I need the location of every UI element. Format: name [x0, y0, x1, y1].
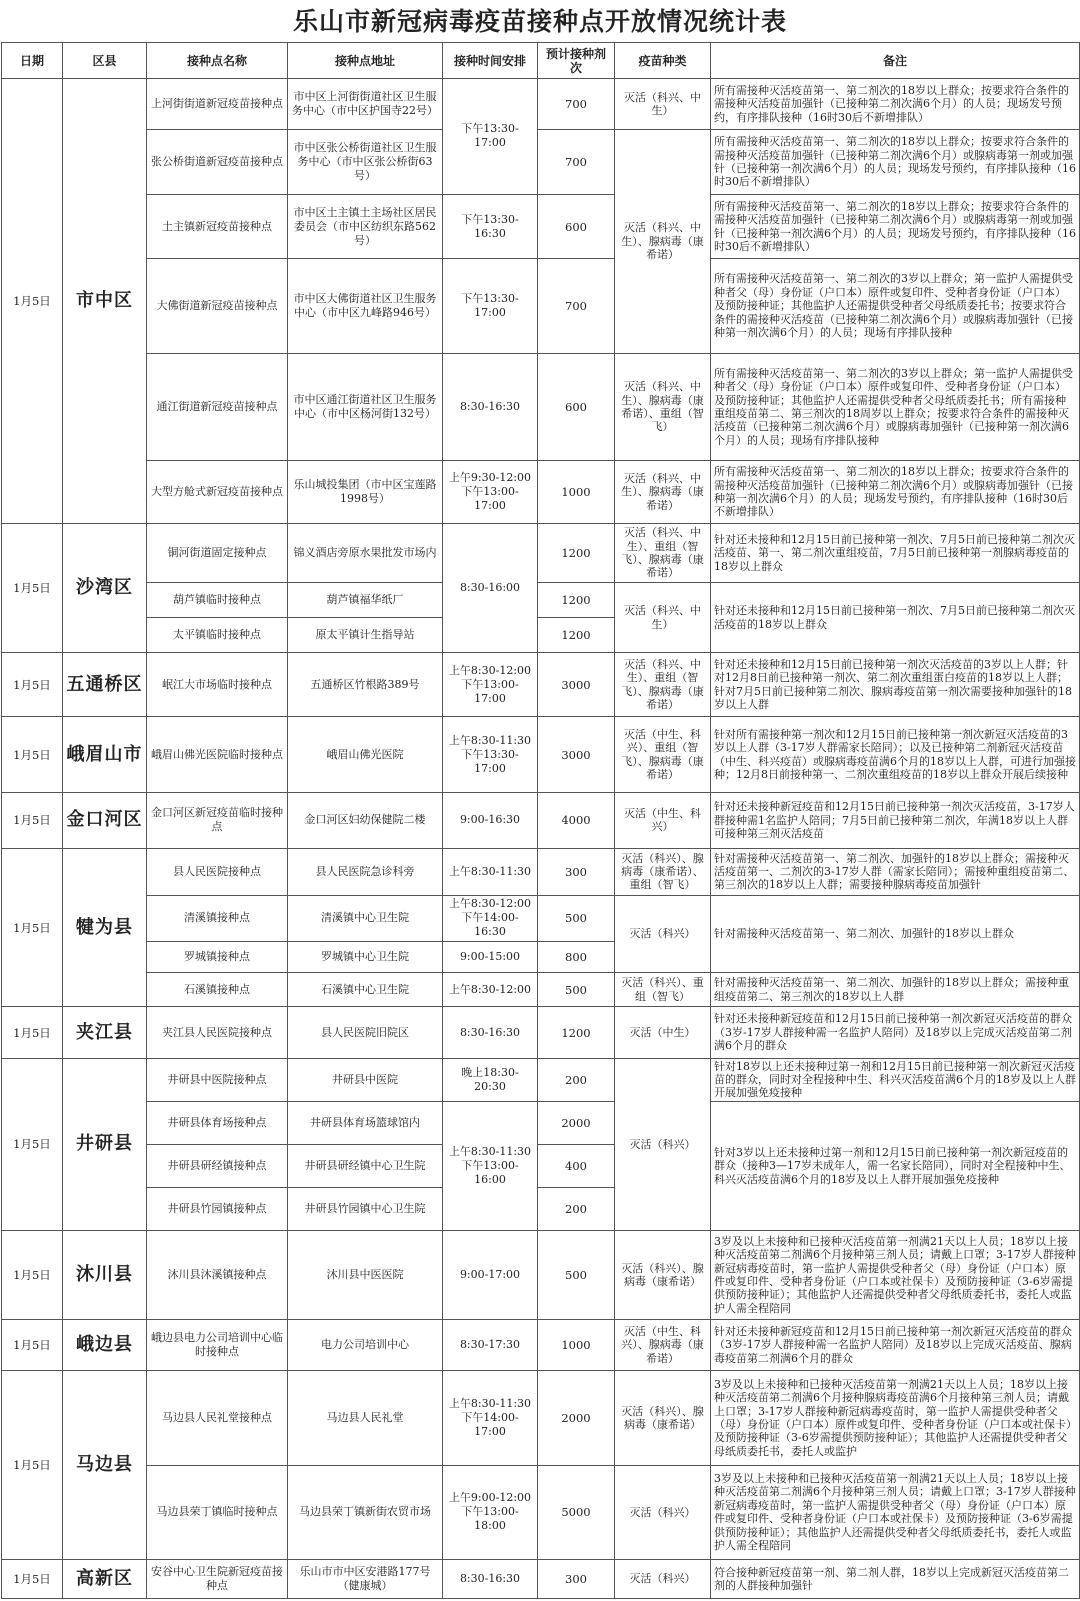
site-address-cell: 锦义酒店旁原水果批发市场内 — [288, 523, 443, 582]
site-address-cell: 井研县体育场篮球馆内 — [288, 1101, 443, 1144]
table-row — [2, 194, 1080, 259]
doses-cell: 500 — [538, 1230, 615, 1319]
time-cell: 上午8:30-11:30 — [443, 848, 538, 895]
vaccine-type-cell: 灭活（科兴） — [615, 1058, 711, 1230]
table-row — [2, 972, 1080, 1007]
table-row — [2, 793, 1080, 848]
header-time: 接种时间安排 — [443, 43, 538, 79]
notes-cell: 针对3岁以上还未接种过第一剂和12月15日前已接种第一剂次新冠疫苗的群众（接种3—17岁未成年人，需一名家长陪同），同时对全程接种中生、科兴灭活疫苗满6个月的18岁及以上人群开展加强免疫接种 — [711, 1101, 1080, 1230]
notes-cell: 针对所有需接种第一剂次和12月15日前已接种第一剂次新冠灭活疫苗的3岁以上人群（3-17岁人群需家长陪同）；以及已接种第二剂新冠灭活疫苗（中生、科兴疫苗）或腺病毒疫苗满6个月的18岁以上人群，可进行加强接种；12月8日前接种第一、二剂次重组疫苗的18岁以上群众开展后续接种 — [711, 717, 1080, 793]
notes-cell: 针对需接种灭活疫苗第一、第二剂次、加强针的18岁以上群众；需接种灭活疫苗第一、二剂次的3-17岁人群（需家长陪同）；需接种重组疫苗第二、第三剂次的18岁以上人群；需要接种腺病毒疫苗加强针 — [711, 848, 1080, 895]
site-name-cell: 土主镇新冠疫苗接种点 — [147, 194, 288, 259]
doses-cell: 700 — [538, 130, 615, 195]
site-name-cell: 马边县人民礼堂接种点 — [147, 1371, 288, 1465]
table-row — [2, 848, 1080, 895]
time-cell: 下午13:30-17:00 — [443, 259, 538, 353]
time-cell: 上午8:30-12:00 下午14:00-16:30 — [443, 895, 538, 941]
vaccine-type-cell: 灭活（科兴） — [615, 1559, 711, 1598]
notes-cell: 针对还未接种新冠疫苗和12月15日前已接种第一剂次新冠灭活疫苗的群众（3岁-17岁人群接种需一名监护人陪同）及18岁以上完成灭活疫苗第二剂满6个月的群众 — [711, 1007, 1080, 1058]
time-cell: 上午8:30-11:30 下午14:00-17:00 — [443, 1371, 538, 1465]
district-cell: 沙湾区 — [63, 523, 147, 652]
site-name-cell: 井研县研经镇接种点 — [147, 1144, 288, 1187]
time-cell: 8:30-16:00 — [443, 523, 538, 652]
doses-cell: 800 — [538, 941, 615, 972]
site-address-cell: 市中区张公桥街道社区卫生服务中心（市中区张公桥街63号） — [288, 130, 443, 195]
date-cell: 1月5日 — [2, 1371, 63, 1560]
notes-cell: 针对18岁以上还未接种过第一剂和12月15日前已接种第一剂次新冠灭活疫苗的群众，同时对全程接种中生、科兴灭活疫苗满6个月的18岁及以上人群开展加强免疫接种 — [711, 1058, 1080, 1101]
date-cell: 1月5日 — [2, 1058, 63, 1230]
site-name-cell: 沐川县沐溪镇接种点 — [147, 1230, 288, 1319]
table-row — [2, 1371, 1080, 1465]
table-row — [2, 461, 1080, 524]
table-row — [2, 1320, 1080, 1371]
district-cell: 五通桥区 — [63, 652, 147, 717]
doses-cell: 4000 — [538, 793, 615, 848]
notes-cell: 所有需接种灭活疫苗第一、第二剂次的3岁以上群众；第一监护人需提供受种者父（母）身份证（户口本）原件或复印件、受种者身份证（户口本）及预防接种证；其他监护人还需提供受种者父母纸质委托书；所有需接种重组疫苗第二、第三剂次的18周岁以上群众；按要求符合条件的需接种灭活疫苗（已接种第二剂次满6个月）或腺病毒加强针（已接种第一剂次满6个月）的人员；现场有序排队接种 — [711, 353, 1080, 461]
site-address-cell: 县人民医院急诊科旁 — [288, 848, 443, 895]
site-address-cell: 沐川县中医医院 — [288, 1230, 443, 1319]
site-name-cell: 夹江县人民医院接种点 — [147, 1007, 288, 1058]
vaccine-type-cell: 灭活（科兴）、腺病毒（康希诺）、重组（智飞） — [615, 848, 711, 895]
time-cell: 上午8:30-11:30 下午13:00-16:00 — [443, 1101, 538, 1230]
doses-cell: 1200 — [538, 523, 615, 582]
site-name-cell: 峨眉山佛光医院临时接种点 — [147, 717, 288, 793]
doses-cell: 1000 — [538, 1320, 615, 1371]
site-name-cell: 铜河街道固定接种点 — [147, 523, 288, 582]
vaccine-type-cell: 灭活（科兴、中生） — [615, 583, 711, 653]
site-address-cell: 电力公司培训中心 — [288, 1320, 443, 1371]
table-row — [2, 895, 1080, 941]
site-name-cell: 太平镇临时接种点 — [147, 618, 288, 653]
table-row — [2, 353, 1080, 461]
date-cell: 1月5日 — [2, 1230, 63, 1319]
vaccine-type-cell: 灭活（科兴）、腺病毒（康希诺） — [615, 1371, 711, 1465]
header-site-address: 接种点地址 — [288, 43, 443, 79]
vaccine-type-cell: 灭活（科兴、中生）、重组（智飞）、腺病毒（康希诺） — [615, 523, 711, 582]
time-cell: 上午9:00-12:00 下午13:00-18:00 — [443, 1465, 538, 1559]
notes-cell: 3岁及以上未接种和已接种灭活疫苗第一剂满21天以上人员；18岁以上接种灭活疫苗第二剂满6个月接种第三剂人员；请戴上口罩；3-17岁人群接种新冠病毒疫苗时，第一监护人需提供受种者父（母）身份证（户口本）原件或复印件、受种者身份证（户口本或社保卡）及预防接种证（3-6岁需提供预防接种证）；其他监护人还需提供受种者父母纸质委托书，委托人或监护人需全程陪同 — [711, 1230, 1080, 1319]
table-row — [2, 259, 1080, 353]
vaccine-type-cell: 灭活（中生、科兴） — [615, 793, 711, 848]
site-address-cell: 市中区通江街道社区卫生服务中心（市中区杨河街132号） — [288, 353, 443, 461]
district-cell: 峨眉山市 — [63, 717, 147, 793]
vaccine-type-cell: 灭活（科兴、中生）、腺病毒（康希诺） — [615, 461, 711, 524]
date-cell: 1月5日 — [2, 793, 63, 848]
time-cell: 上午9:30-12:00 下午13:00-17:00 — [443, 461, 538, 524]
doses-cell: 2000 — [538, 1371, 615, 1465]
vaccine-type-cell: 灭活（中生、科兴）、重组（智飞）、腺病毒（康希诺） — [615, 717, 711, 793]
site-address-cell: 县人民医院旧院区 — [288, 1007, 443, 1058]
doses-cell: 3000 — [538, 717, 615, 793]
doses-cell: 3000 — [538, 652, 615, 717]
table-row — [2, 1559, 1080, 1598]
site-name-cell: 罗城镇接种点 — [147, 941, 288, 972]
date-cell: 1月5日 — [2, 1320, 63, 1371]
site-name-cell: 峨边县电力公司培训中心临时接种点 — [147, 1320, 288, 1371]
site-name-cell: 葫芦镇临时接种点 — [147, 583, 288, 618]
site-address-cell: 马边县荣丁镇新街农贸市场 — [288, 1465, 443, 1559]
header-row — [2, 43, 1080, 79]
table-row — [2, 523, 1080, 582]
district-cell: 夹江县 — [63, 1007, 147, 1058]
notes-cell: 针对还未接种新冠疫苗和12月15日前已接种第一剂次灭活疫苗，3-17岁人群接种需1名监护人陪同；7月5日前已接种第二剂次，年满18岁以上人群可接种第三剂灭活疫苗 — [711, 793, 1080, 848]
vaccination-table — [1, 42, 1080, 1599]
table-row — [2, 1101, 1080, 1144]
vaccine-type-cell: 灭活（科兴、中生） — [615, 79, 711, 130]
site-address-cell: 罗城镇中心卫生院 — [288, 941, 443, 972]
time-cell: 9:00-15:00 — [443, 941, 538, 972]
date-cell: 1月5日 — [2, 652, 63, 717]
doses-cell: 1200 — [538, 583, 615, 618]
site-name-cell: 通江街道新冠疫苗接种点 — [147, 353, 288, 461]
time-cell: 8:30-16:30 — [443, 1007, 538, 1058]
time-cell: 9:00-17:00 — [443, 1230, 538, 1319]
time-cell: 8:30-17:30 — [443, 1320, 538, 1371]
notes-cell: 针对需接种灭活疫苗第一、第二剂次、加强针的18岁以上群众 — [711, 895, 1080, 972]
site-name-cell: 岷江大市场临时接种点 — [147, 652, 288, 717]
date-cell: 1月5日 — [2, 1007, 63, 1058]
date-cell: 1月5日 — [2, 79, 63, 524]
notes-cell: 符合接种新冠疫苗第一剂、第二剂人群，18岁以上完成新冠灭活疫苗第二剂的人群接种加强针 — [711, 1559, 1080, 1598]
doses-cell: 300 — [538, 848, 615, 895]
notes-cell: 针对还未接种新冠疫苗和12月15日前已接种第一剂次新冠灭活疫苗的群众（3岁-17岁人群接种需一名监护人陪同）及18岁以上完成灭活疫苗、腺病毒疫苗第二剂满6个月的群众 — [711, 1320, 1080, 1371]
time-cell: 上午8:30-12:00 下午13:00-17:00 — [443, 652, 538, 717]
date-cell: 1月5日 — [2, 848, 63, 1007]
district-cell: 峨边县 — [63, 1320, 147, 1371]
doses-cell: 1200 — [538, 618, 615, 653]
table-row — [2, 130, 1080, 195]
site-address-cell: 石溪镇中心卫生院 — [288, 972, 443, 1007]
site-address-cell: 马边县人民礼堂 — [288, 1371, 443, 1465]
site-name-cell: 安谷中心卫生院新冠疫苗接种点 — [147, 1559, 288, 1598]
district-cell: 沐川县 — [63, 1230, 147, 1319]
vaccine-type-cell: 灭活（中生） — [615, 1007, 711, 1058]
header-date: 日期 — [2, 43, 63, 79]
time-cell: 9:00-16:30 — [443, 793, 538, 848]
doses-cell: 200 — [538, 1187, 615, 1230]
time-cell: 上午8:30-12:00 — [443, 972, 538, 1007]
site-address-cell: 井研县竹园镇中心卫生院 — [288, 1187, 443, 1230]
site-address-cell: 峨眉山佛光医院 — [288, 717, 443, 793]
table-row — [2, 1465, 1080, 1559]
vaccine-type-cell: 灭活（科兴） — [615, 895, 711, 972]
header-doses: 预计接种剂次 — [538, 43, 615, 79]
site-address-cell: 井研县研经镇中心卫生院 — [288, 1144, 443, 1187]
doses-cell: 300 — [538, 1559, 615, 1598]
table-row — [2, 1007, 1080, 1058]
vaccine-type-cell: 灭活（科兴）、腺病毒（康希诺） — [615, 1230, 711, 1319]
doses-cell: 600 — [538, 353, 615, 461]
vaccine-type-cell: 灭活（科兴、中生）、腺病毒（康希诺）、重组（智飞） — [615, 353, 711, 461]
doses-cell: 500 — [538, 972, 615, 1007]
time-cell: 上午8:30-11:30 下午13:30-17:00 — [443, 717, 538, 793]
notes-cell: 所有需接种灭活疫苗第一、第二剂次的18岁以上群众；按要求符合条件的需接种灭活疫苗加强针（已接种第二剂次满6个月）或腺病毒第一剂或加强针（已接种第一剂次满6个月）的人员；现场发号预约，有序排队接种（16时30后不新增排队） — [711, 194, 1080, 259]
time-cell: 晚上18:30-20:30 — [443, 1058, 538, 1101]
table-row — [2, 1058, 1080, 1101]
date-cell: 1月5日 — [2, 1559, 63, 1598]
notes-cell: 所有需接种灭活疫苗第一、第二剂次的3岁以上群众；第一监护人需提供受种者父（母）身份证（户口本）原件或复印件、受种者身份证（户口本）及预防接种证；其他监护人还需提供受种者父母纸质委托书；按要求符合条件的需接种灭活疫苗（已接种第二剂次满6个月）或腺病毒加强针（已接种第一剂次满6个月）的人员；现场有序排队接种 — [711, 259, 1080, 353]
district-cell: 犍为县 — [63, 848, 147, 1007]
date-cell: 1月5日 — [2, 717, 63, 793]
header-district: 区县 — [63, 43, 147, 79]
district-cell: 高新区 — [63, 1559, 147, 1598]
time-cell: 下午13:30-17:00 — [443, 79, 538, 195]
header-site-name: 接种点名称 — [147, 43, 288, 79]
doses-cell: 600 — [538, 194, 615, 259]
site-address-cell: 市中区土主镇土主场社区居民委员会（市中区纺织东路562号） — [288, 194, 443, 259]
table-row — [2, 1230, 1080, 1319]
notes-cell: 针对需接种灭活疫苗第一、第二剂次、加强针的18岁以上群众；需接种重组疫苗第二、第三剂次的18岁以上人群 — [711, 972, 1080, 1007]
site-address-cell: 市中区上河街街道社区卫生服务中心（市中区护国寺22号） — [288, 79, 443, 130]
table-row — [2, 583, 1080, 618]
time-cell: 下午13:30-16:30 — [443, 194, 538, 259]
doses-cell: 5000 — [538, 1465, 615, 1559]
district-cell: 马边县 — [63, 1371, 147, 1560]
district-cell: 金口河区 — [63, 793, 147, 848]
table-row — [2, 79, 1080, 130]
site-name-cell: 大佛街道新冠疫苗接种点 — [147, 259, 288, 353]
site-name-cell: 县人民医院接种点 — [147, 848, 288, 895]
doses-cell: 500 — [538, 895, 615, 941]
vaccine-type-cell: 灭活（科兴）、重组（智飞） — [615, 972, 711, 1007]
table-row — [2, 652, 1080, 717]
district-cell: 市中区 — [63, 79, 147, 524]
doses-cell: 400 — [538, 1144, 615, 1187]
page-title: 乐山市新冠病毒疫苗接种点开放情况统计表 — [292, 7, 787, 36]
site-name-cell: 井研县中医院接种点 — [147, 1058, 288, 1101]
vaccine-type-cell: 灭活（科兴、中生）、腺病毒（康希诺） — [615, 130, 711, 353]
header-vaccine-type: 疫苗种类 — [615, 43, 711, 79]
site-address-cell: 葫芦镇福华纸厂 — [288, 583, 443, 618]
time-cell: 8:30-16:30 — [443, 1559, 538, 1598]
site-name-cell: 张公桥街道新冠疫苗接种点 — [147, 130, 288, 195]
site-address-cell: 五通桥区竹根路389号 — [288, 652, 443, 717]
doses-cell: 1200 — [538, 1007, 615, 1058]
site-address-cell: 原太平镇计生指导站 — [288, 618, 443, 653]
doses-cell: 1000 — [538, 461, 615, 524]
doses-cell: 200 — [538, 1058, 615, 1101]
site-address-cell: 乐山市市中区安港路177号（健康城） — [288, 1559, 443, 1598]
notes-cell: 针对还未接种和12月15日前已接种第一剂次灭活疫苗的3岁以上人群；针对12月8日前已接种第一剂次、第二剂次重组蛋白疫苗的18岁以上人群；针对7月5日前已接种第二剂次、腺病毒疫苗第一剂次需要接种加强针的18岁以上人群 — [711, 652, 1080, 717]
vaccine-type-cell: 灭活（科兴、中生）、重组（智飞）、腺病毒（康希诺） — [615, 652, 711, 717]
notes-cell: 所有需接种灭活疫苗第一、第二剂次的18岁以上群众；按要求符合条件的需接种灭活疫苗加强针（已接种第二剂次满6个月）的人员；现场发号预约，有序排队接种（16时30后不新增排队） — [711, 79, 1080, 130]
doses-cell: 700 — [538, 79, 615, 130]
site-address-cell: 井研县中医院 — [288, 1058, 443, 1101]
vaccine-type-cell: 灭活（科兴） — [615, 1465, 711, 1559]
header-notes: 备注 — [711, 43, 1080, 79]
site-address-cell: 市中区大佛街道社区卫生服务中心（市中区九峰路946号） — [288, 259, 443, 353]
doses-cell: 700 — [538, 259, 615, 353]
notes-cell: 3岁及以上未接种和已接种灭活疫苗第一剂满21天以上人员；18岁以上接种灭活疫苗第二剂满6个月接种腺病毒疫苗满6个月接种第三剂人员；请戴上口罩；3-17岁人群接种新冠病毒疫苗时，第一监护人需提供受种者父（母）身份证（户口本）原件或复印件、受种者身份证（户口本或社保卡）及预防接种证（3-6岁需提供预防接种证）；其他监护人还需提供受种者父母纸质委托书，委托人或监护 — [711, 1371, 1080, 1465]
table-row — [2, 717, 1080, 793]
site-name-cell: 大型方舱式新冠疫苗接种点 — [147, 461, 288, 524]
site-name-cell: 石溪镇接种点 — [147, 972, 288, 1007]
site-address-cell: 清溪镇中心卫生院 — [288, 895, 443, 941]
doses-cell: 2000 — [538, 1101, 615, 1144]
time-cell: 8:30-16:30 — [443, 353, 538, 461]
notes-cell: 针对还未接种和12月15日前已接种第一剂次、7月5日前已接种第二剂次灭活疫苗的18岁以上群众 — [711, 583, 1080, 653]
notes-cell: 所有需接种灭活疫苗第一、第二剂次的18岁以上群众；按要求符合条件的需接种灭活疫苗加强针（已接种第二剂次满6个月）或腺病毒第一剂或加强针（已接种第一剂次满6个月）的人员；现场发号预约，有序排队接种（16时30后不新增排队） — [711, 130, 1080, 195]
site-address-cell: 金口河区妇幼保健院二楼 — [288, 793, 443, 848]
notes-cell: 所有需接种灭活疫苗第一、第二剂次的18岁以上群众；按要求符合条件的需接种灭活疫苗加强针（已接种第二剂次满6个月）或腺病毒加强针（已接种第一剂次满6个月）的人员；现场发号预约，有序排队接种（16时30后不新增排队） — [711, 461, 1080, 524]
notes-cell: 3岁及以上未接种和已接种灭活疫苗第一剂满21天以上人员；18岁以上接种灭活疫苗第二剂满6个月接种第三剂人员；请戴上口罩；3-17岁人群接种新冠病毒疫苗时，第一监护人需提供受种者父（母）身份证（户口本）原件或复印件、受种者身份证（户口本或社保卡）及预防接种证（3-6岁需提供预防接种证）；其他监护人还需提供受种者父母纸质委托书，委托人或监护人需全程陪同 — [711, 1465, 1080, 1559]
site-name-cell: 井研县竹园镇接种点 — [147, 1187, 288, 1230]
site-name-cell: 上河街街道新冠疫苗接种点 — [147, 79, 288, 130]
site-name-cell: 井研县体育场接种点 — [147, 1101, 288, 1144]
site-name-cell: 金口河区新冠疫苗临时接种点 — [147, 793, 288, 848]
district-cell: 井研县 — [63, 1058, 147, 1230]
date-cell: 1月5日 — [2, 523, 63, 652]
site-name-cell: 清溪镇接种点 — [147, 895, 288, 941]
site-name-cell: 马边县荣丁镇临时接种点 — [147, 1465, 288, 1559]
site-address-cell: 乐山城投集团（市中区宝莲路1998号） — [288, 461, 443, 524]
notes-cell: 针对还未接种和12月15日前已接种第一剂次、7月5日前已接种第二剂次灭活疫苗、第一、第二剂次重组疫苗，7月5日前已接种第一剂腺病毒疫苗的18岁以上群众 — [711, 523, 1080, 582]
vaccine-type-cell: 灭活（中生、科兴）、腺病毒（康希诺） — [615, 1320, 711, 1371]
